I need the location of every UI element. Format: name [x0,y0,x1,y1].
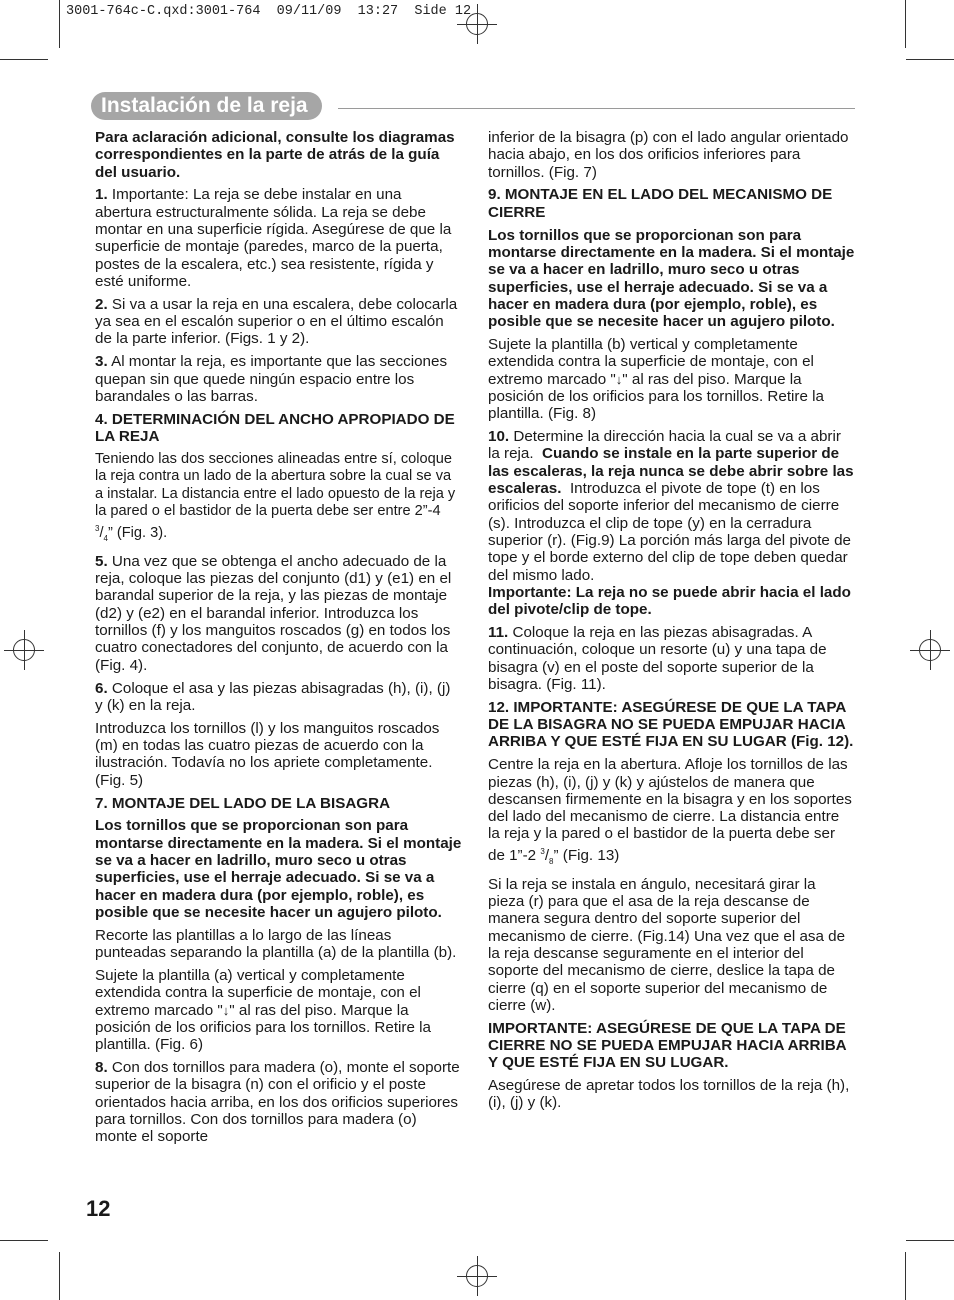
step-5: 5. Una vez que se obtenga el ancho adecuado de la reja, coloque las piezas del conjunto (d1) y (e1) en el barandal superior de la reja, y las piezas de montaje (d2) y (e2) en el barandal inferior. Introduzca los tornillos (f) y los manguitos roscados (g) en todos los cuatro conectadores del conjunto, de acuerdo con la (Fig. 4). [95,552,452,674]
page-number: 12 [86,1196,111,1221]
step-7-text-b: Sujete la plantilla (a) vertical y completamente extendida contra la superficie de montaje, con el extremo marcado "↓" al ras del piso. Marque la posición de los orificios para los tornillos. Retire la plantilla. (Fig. 6) [95,966,431,1054]
step-12-heading: 12. IMPORTANTE: ASEGÚRESE DE QUE LA TAPA DE LA BISAGRA NO SE PUEDA EMPUJAR HACIA ARRIBA Y QUE ESTÉ FIJA EN SU LUGAR (Fig. 12). [488,698,854,751]
step-8-continued: inferior de la bisagra (p) con el lado angular orientado hacia abajo, en los dos orificios inferiores para tornillos. (Fig. 7) [488,129,849,181]
registration-mark-top [457,4,497,44]
right-column [488,129,855,1117]
registration-mark-left [4,630,44,670]
step-9-heading: 9. MONTAJE EN EL LADO DEL MECANISMO DE CIERRE [488,186,833,221]
step-7-warning: Los tornillos que se proporcionan son para montarse directamente en la madera. Si el montaje se va a hacer en ladrillo, muro seco u otras superficies, use el herraje adecuado. Si se va a hacer en madera dura (por ejemplo, roble), es posible que se necesite hacer un agujero piloto. [95,817,462,921]
step-12-text-a: Centre la reja en la abertura. Afloje los tornillos de las piezas (h), (i), (j) y (k) y ajústelos de manera que descansen firmemente en la bisagra y en los soportes del lado del mecanismo de cierre. La distancia entre la reja y la pared o el bastidor de la puerta debe ser de 1”-2 $^3/_8$” (Fig. 13) [488,756,852,866]
step-2: 2. Si va a usar la reja en una escalera, debe colocarla ya sea en el escalón superior o en el último escalón de la parte inferior. (Figs. 1 y 2). [95,295,458,348]
intro-note: Para aclaración adicional, consulte los diagramas correspondientes en la parte de atrás de la guía del usuario. [95,129,455,181]
crop-mark [59,1252,60,1300]
title-rule [338,108,855,109]
step-12-text-b: Si la reja se instala en ángulo, necesitará girar la pieza (r) para que el asa de la reja descanse de manera segura dentro del soporte superior del mecanismo de cierre. (Fig.14) Una vez que el asa de la reja descanse seguramente en el interior del soporte del mecanismo de cierre, deslice la tapa de cierre (q) en el soporte superior del mecanismo de cierre (w). [488,875,846,1014]
left-column [95,129,462,1151]
step-11: 11. Coloque la reja en las piezas abisagradas. A continuación, coloque un resorte (u) y una tapa de bisagra (v) en el poste del soporte superior de la bisagra. (Fig. 11). [488,623,827,693]
step-6-continued: Introduzca los tornillos (l) y los manguitos roscados (m) en todas las cuatro piezas de acuerdo con la ilustración. Todavía no los apriete completamente. (Fig. 5) [95,719,440,789]
step-10: 10. Determine la dirección hacia la cual se va a abrir la reja. Cuando se instale en la parte superior de las escaleras, la reja nunca se debe abrir sobre las escaleras. Introduzca el pivote de tope (t) en los orificios del soporte inferior del mecanismo de cierre (s). Introduzca el clip de tope (y) en la cerradura superior (r). (Fig.9) La porción más larga del pivote de tope y el borde externo del clip de tope deben quedar del mismo lado. [488,428,854,584]
step-6: 6. Coloque el asa y las piezas abisagradas (h), (i), (j) y (k) en la reja. [95,679,451,714]
crop-mark [906,1240,954,1241]
step-10-important: Importante: La reja no se puede abrir hacia el lado del pivote/clip de tope. [488,583,851,619]
step-9-warning: Los tornillos que se proporcionan son para montarse directamente en la madera. Si el montaje se va a hacer en ladrillo, muro seco u otras superficies, use el herraje adecuado. Si se va a hacer en madera dura (por ejemplo, roble), es posible que se necesite hacer un agujero piloto. [488,226,855,331]
step-1: 1. Importante: La reja se debe instalar en una abertura estructuralmente sólida. La reja se debe montar en una superficie rígida. Asegúrese de que la superficie de montaje (paredes, marco de la puerta, postes de la escalera, etc.) sea resistente, rígida y esté uniforme. [95,186,452,290]
step-9-text: Sujete la plantilla (b) vertical y completamente extendida contra la superficie de montaje, con el extremo marcado "↓" al ras del piso. Marque la posición de los orificios para los tornillos. Retire la plantilla. (Fig. 8) [488,336,824,423]
step-4-heading: 4. DETERMINACIÓN DEL ANCHO APROPIADO DE LA REJA [95,410,455,446]
down-arrow-icon: ↓ [615,371,623,387]
crop-mark [906,59,954,60]
step-3: 3. Al montar la reja, es importante que las secciones quepan sin que quede ningún espacio entre los barandales o las barras. [95,353,448,405]
final-note: Asegúrese de apretar todos los tornillos de la reja (h), (i), (j) y (k). [488,1077,850,1112]
crop-mark [905,1252,906,1300]
print-slug: 3001-764c-C.qxd:3001-764 09/11/09 13:27 Side 12 [66,4,472,19]
crop-mark [905,0,906,48]
registration-mark-bottom [457,1256,497,1296]
crop-mark [59,0,60,48]
important-heading: IMPORTANTE: ASEGÚRESE DE QUE LA TAPA DE CIERRE NO SE PUEDA EMPUJAR HACIA ARRIBA Y QUE ESTÉ FIJA EN SU LUGAR. [488,1019,847,1072]
section-title: Instalación de la reja [91,92,322,120]
step-7-heading: 7. MONTAJE DEL LADO DE LA BISAGRA [95,794,391,812]
registration-mark-right [910,630,950,670]
crop-mark [0,1240,48,1241]
step-7-text-a: Recorte las plantillas a lo largo de las líneas punteadas separando la plantilla (a) de la plantilla (b). [95,926,457,962]
step-4-text: Teniendo las dos secciones alineadas entre sí, coloque la reja contra un lado de la abertura sobre la cual se va a instalar. La distancia entre el lado opuesto de la reja y la pared o el bastidor de la puerta debe ser entre 2”-4 $^3/_4$” (Fig. 3). [95,451,456,543]
step-8: 8. Con dos tornillos para madera (o), monte el soporte superior de la bisagra (n) con el orificio y el poste orientados hacia arriba, en los dos orificios superiores para tornillos. Con dos tornillos para madera (o) monte el soporte [95,1059,460,1146]
down-arrow-icon: ↓ [222,1002,230,1018]
crop-mark [0,59,48,60]
